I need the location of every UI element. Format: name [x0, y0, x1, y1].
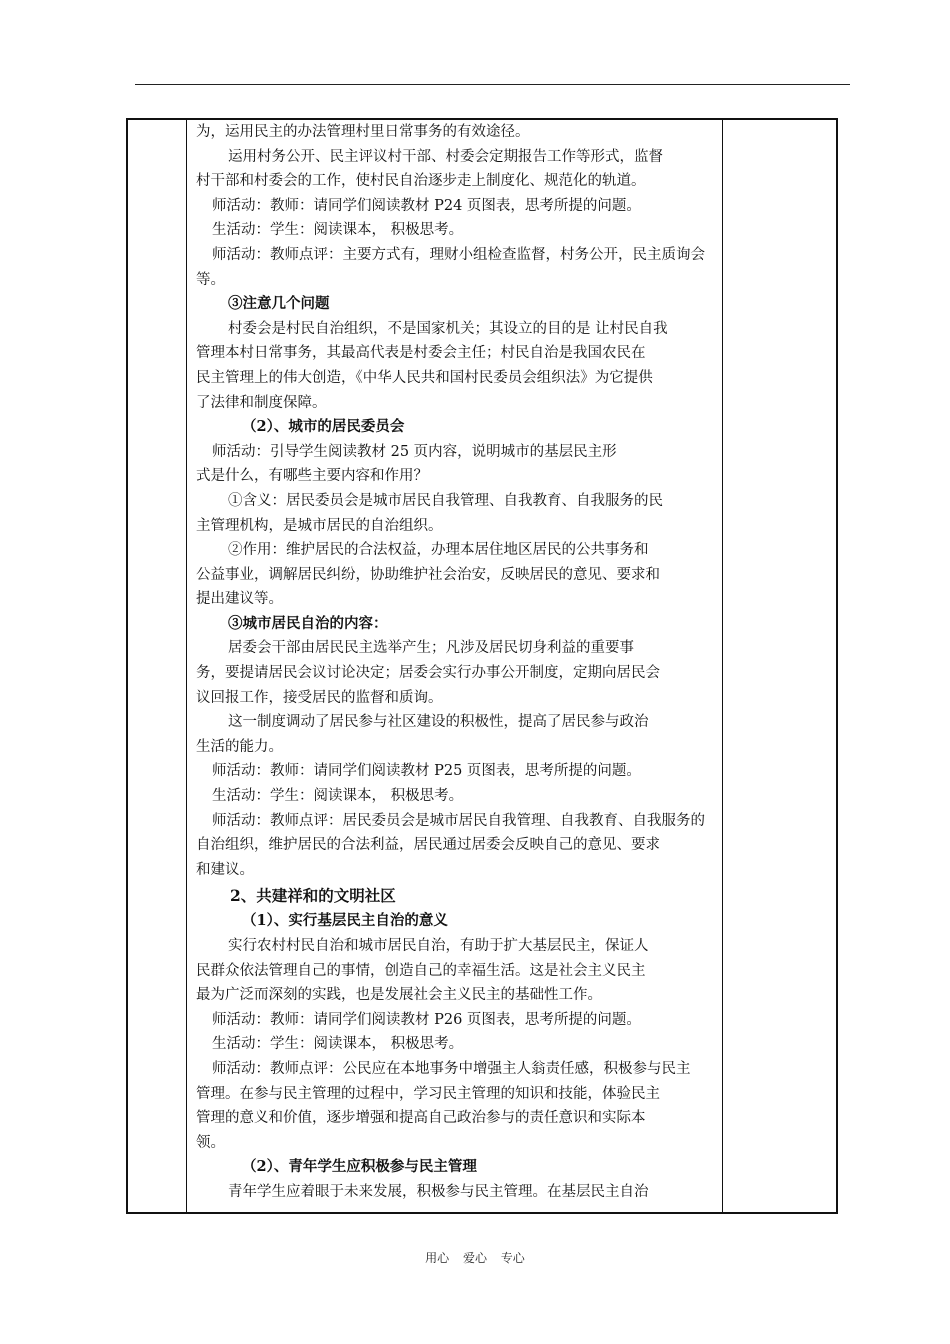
- text-line: 村干部和村委会的工作，使村民自治逐步走上制度化、规范化的轨道。: [196, 173, 646, 190]
- text-line: 了法律和制度保障。: [196, 394, 327, 411]
- header-rule: [135, 84, 850, 85]
- text-line: 民群众依法管理自己的事情，创造自己的幸福生活。这是社会主义民主: [196, 962, 646, 979]
- teacher-comment-line: 师活动：教师点评：居民委员会是城市居民自我管理、自我教育、自我服务的: [212, 812, 705, 829]
- text-line: 务，要提请居民会议讨论决定；居委会实行办事公开制度，定期向居民会: [196, 665, 660, 682]
- text-line: 为，运用民主的办法管理村里日常事务的有效途径。: [196, 124, 530, 140]
- section-heading: （2）、城市的居民委员会: [242, 418, 405, 436]
- text-line: 和建议。: [196, 861, 254, 878]
- text-line: 村委会是村民自治组织，不是国家机关；其设立的目的是 让村民自我: [228, 320, 668, 337]
- teacher-activity-line: 师活动：教师：请同学们阅读教材 P26 页图表，思考所提的问题。: [212, 1011, 641, 1028]
- text-line: 公益事业，调解居民纠纷，协助维护社会治安，反映居民的意见、要求和: [196, 566, 660, 583]
- text-line: 式是什么，有哪些主要内容和作用？: [196, 468, 428, 485]
- text-line: 运用村务公开、民主评议村干部、村委会定期报告工作等形式，监督: [228, 148, 663, 165]
- text-line: 青年学生应着眼于未来发展，积极参与民主管理。在基层民主自治: [228, 1183, 649, 1200]
- teacher-activity-line: 师活动：教师：请同学们阅读教材 P24 页图表，思考所提的问题。: [212, 197, 641, 214]
- text-line: 领。: [196, 1134, 225, 1151]
- text-line: 民主管理上的伟大创造，《中华人民共和国村民委员会组织法》为它提供: [196, 369, 653, 386]
- text-line: 生活的能力。: [196, 738, 283, 755]
- text-line: 管理的意义和价值，逐步增强和提高自己政治参与的责任意识和实际本: [196, 1110, 646, 1127]
- sub-point-heading: ③城市居民自治的内容：: [228, 614, 388, 632]
- text-line: 议回报工作，接受居民的监督和质询。: [196, 689, 443, 706]
- text-line: 管理。在参与民主管理的过程中，学习民主管理的知识和技能，体验民主: [196, 1085, 660, 1102]
- page-footer: 用心 爱心 专心: [425, 1251, 525, 1265]
- table-column-divider-2: [722, 120, 723, 1212]
- text-line: 主管理机构，是城市居民的自治组织。: [196, 517, 443, 534]
- text-line: 实行农村村民自治和城市居民自治，有助于扩大基层民主，保证人: [228, 938, 649, 954]
- text-line: 最为广泛而深刻的实践，也是发展社会主义民主的基础性工作。: [196, 987, 602, 1004]
- text-line: 自治组织，维护居民的合法利益，居民通过居委会反映自己的意见、要求: [196, 837, 660, 854]
- table-column-divider-1: [186, 120, 187, 1212]
- section-heading: （1）、实行基层民主自治的意义: [242, 912, 448, 930]
- text-line: 提出建议等。: [196, 591, 283, 608]
- definition-line: ①含义：居民委员会是城市居民自我管理、自我教育、自我服务的民: [228, 492, 663, 509]
- teacher-comment-line: 师活动：教师点评：公民应在本地事务中增强主人翁责任感，积极参与民主: [212, 1060, 691, 1077]
- sub-point-heading: ③注意几个问题: [228, 295, 330, 313]
- text-line: 这一制度调动了居民参与社区建设的积极性，提高了居民参与政治: [228, 714, 649, 731]
- student-activity-line: 生活动：学生：阅读课本， 积极思考。: [212, 222, 464, 239]
- text-line: 等。: [196, 271, 225, 288]
- text-line: 居委会干部由居民民主选举产生；凡涉及居民切身利益的重要事: [228, 640, 634, 657]
- student-activity-line: 生活动：学生：阅读课本， 积极思考。: [212, 1036, 464, 1053]
- teacher-activity-line: 师活动：引导学生阅读教材 25 页内容，说明城市的基层民主形: [212, 443, 617, 460]
- text-line: 管理本村日常事务，其最高代表是村委会主任；村民自治是我国农民在: [196, 345, 646, 362]
- lesson-content: [196, 120, 720, 1205]
- teacher-comment-line: 师活动：教师点评：主要方式有，理财小组检查监督，村务公开，民主质询会: [212, 246, 705, 263]
- function-line: ②作用：维护居民的合法权益，办理本居住地区居民的公共事务和: [228, 542, 649, 559]
- teacher-activity-line: 师活动：教师：请同学们阅读教材 P25 页图表，思考所提的问题。: [212, 763, 641, 780]
- chapter-heading: 2、共建祥和的文明社区: [230, 886, 396, 906]
- student-activity-line: 生活动：学生：阅读课本， 积极思考。: [212, 788, 464, 805]
- section-heading: （2）、青年学生应积极参与民主管理: [242, 1158, 477, 1176]
